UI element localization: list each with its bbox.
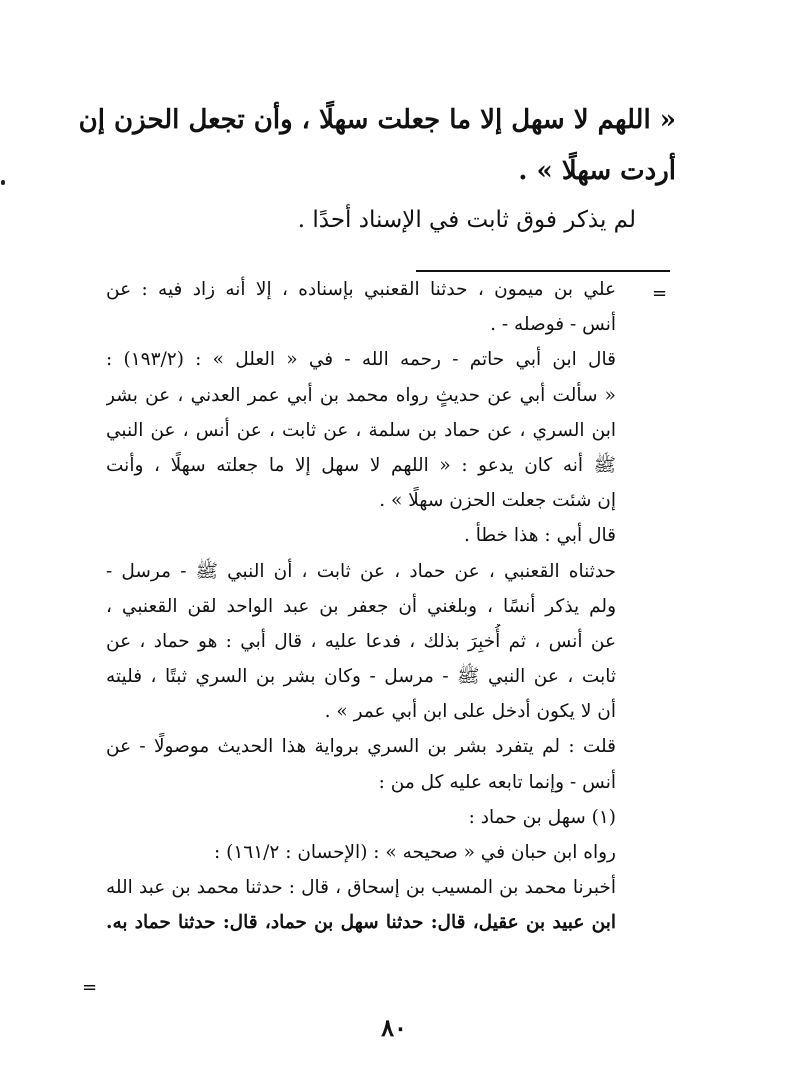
footnote-line: رواه ابن حبان في « صحيحه » : (الإحسان : ١٦١/٢) : <box>214 842 616 863</box>
main-text-line: « اللهم لا سهل إلا ما جعلت سهلًا ، وأن تجعل الحزن إن <box>78 105 676 135</box>
footnote-line: أنس - وإنما تابعه عليه كل من : <box>378 771 616 793</box>
footnote-line: إن شئت جعلت الحزن سهلًا » . <box>379 490 616 512</box>
page-number: ٨٠ <box>381 1013 407 1042</box>
footnote-line: أن لا يكون أدخل على ابن أبي عمر » . <box>324 701 616 723</box>
scan-speck <box>1 180 5 185</box>
footnote-line: قال أبي : هذا خطأ . <box>463 525 616 547</box>
footnote-line: ابن السري ، عن حماد بن سلمة ، عن ثابت ، عن أنس ، عن النبي <box>106 419 616 441</box>
footnote-line: قلت : لم يتفرد بشر بن السري برواية هذا الحديث موصولًا - عن <box>106 736 616 758</box>
footnote-line: « سألت أبي عن حديثٍ رواه محمد بن أبي عمر العدني ، عن بشر <box>106 384 616 406</box>
footnote-line: ﷺ أنه كان يدعو : « اللهم لا سهل إلا ما جعلته سهلًا ، وأنت <box>106 454 616 476</box>
footnote-end-mark: = <box>82 977 98 998</box>
footnote-line: قال ابن أبي حاتم - رحمه الله - في « العلل » : (١٩٣/٢) : <box>106 349 616 371</box>
footnote-line: ابن عبيد بن عقيل، قال: حدثنا سهل بن حماد، قال: حدثنا حماد به. <box>106 912 616 934</box>
footnote-line: ولم يذكر أنسًا ، وبلغني أن جعفر بن عبد الواحد لقن القعنبي ، <box>106 595 616 617</box>
footnote-block <box>106 272 616 941</box>
footnote-continuation-mark: = <box>652 283 668 304</box>
main-text-block <box>78 95 676 197</box>
footnote-line: ثابت ، عن النبي ﷺ - مرسل - وكان بشر بن السري ثبتًا ، فليته <box>106 666 616 688</box>
footnote-line: أخبرنا محمد بن المسيب بن إسحاق ، قال : حدثنا محمد بن عبد الله <box>106 877 616 899</box>
main-text-line: أردت سهلًا » . <box>518 156 676 186</box>
footnote-line: علي بن ميمون ، حدثنا القعنبي بإسناده ، إلا أنه زاد فيه : عن <box>106 279 616 300</box>
footnote-line: (١) سهل بن حماد : <box>468 806 616 828</box>
footnote-line: حدثناه القعنبي ، عن حماد ، عن ثابت ، أن النبي ﷺ - مرسل - <box>106 560 616 582</box>
footnote-line: عن أنس ، ثم أُخبِرَ بذلك ، فدعا عليه ، قال أبي : هو حماد ، عن <box>106 630 616 652</box>
commentary-line: لم يذكر فوق ثابت في الإسناد أحدًا . <box>297 207 636 233</box>
footnote-line: أنس - فوصله - . <box>490 314 616 336</box>
